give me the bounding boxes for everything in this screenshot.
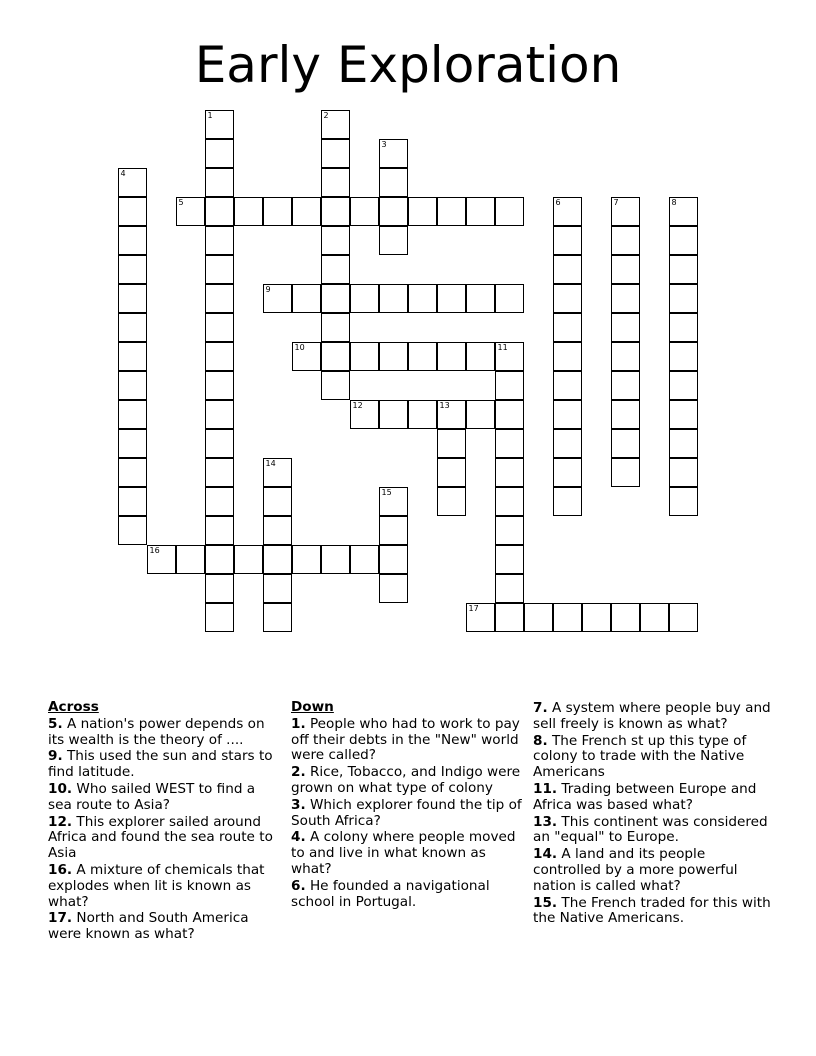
clue-down_continued-13: 13. This continent was considered an "equal" to Europe. — [533, 813, 768, 846]
grid-cell[interactable] — [495, 545, 524, 574]
cell-number: 8 — [671, 198, 677, 207]
grid-cell[interactable] — [611, 313, 640, 342]
grid-cell[interactable] — [379, 545, 408, 574]
grid-cell[interactable] — [147, 545, 176, 574]
cell-number: 10 — [294, 343, 305, 352]
grid-cell[interactable] — [669, 400, 698, 429]
grid-cell[interactable] — [379, 400, 408, 429]
grid-cell[interactable] — [611, 400, 640, 429]
grid-cell[interactable] — [669, 458, 698, 487]
grid-cell[interactable] — [495, 574, 524, 603]
clue-down-4: 4. A colony where people moved to and live in what known as what? — [291, 829, 516, 877]
grid-cell[interactable] — [205, 255, 234, 284]
cell-number: 16 — [149, 546, 160, 555]
grid-cell[interactable] — [321, 342, 350, 371]
cell-number: 15 — [381, 488, 392, 497]
puzzle-title: Early Exploration — [194, 36, 622, 94]
clue-across-16: 16. A mixture of chemicals that explodes when lit is known as what? — [48, 861, 265, 910]
clue-down-3: 3. Which explorer found the tip of South Africa? — [291, 796, 522, 829]
grid-cell[interactable] — [379, 168, 408, 197]
grid-cell[interactable] — [669, 342, 698, 371]
grid-cell[interactable] — [669, 255, 698, 284]
grid-cell[interactable] — [408, 400, 437, 429]
grid-cell[interactable] — [495, 284, 524, 313]
grid-cell[interactable] — [379, 139, 408, 168]
grid-cell[interactable] — [321, 545, 350, 574]
grid-cell[interactable] — [205, 342, 234, 371]
grid-cell[interactable] — [118, 255, 147, 284]
grid-cell[interactable] — [118, 168, 147, 197]
grid-cell[interactable] — [234, 197, 263, 226]
grid-cell[interactable] — [205, 458, 234, 487]
grid-cell[interactable] — [118, 342, 147, 371]
grid-cell[interactable] — [205, 139, 234, 168]
grid-cell[interactable] — [669, 313, 698, 342]
grid-cell[interactable] — [495, 603, 524, 632]
grid-cell[interactable] — [118, 487, 147, 516]
grid-cell[interactable] — [553, 603, 582, 632]
grid-cell[interactable] — [379, 226, 408, 255]
grid-cell[interactable] — [495, 342, 524, 371]
grid-cell[interactable] — [118, 284, 147, 313]
grid-cell[interactable] — [321, 255, 350, 284]
grid-cell[interactable] — [495, 516, 524, 545]
clue-down-6: 6. He founded a navigational school in Portugal. — [291, 877, 490, 910]
grid-cell[interactable] — [118, 516, 147, 545]
grid-cell[interactable] — [437, 487, 466, 516]
grid-cell[interactable] — [263, 545, 292, 574]
grid-cell[interactable] — [669, 371, 698, 400]
down-clue-list-continued — [533, 701, 773, 927]
grid-cell[interactable] — [437, 284, 466, 313]
grid-cell[interactable] — [263, 603, 292, 632]
grid-cell[interactable] — [408, 342, 437, 371]
cell-number: 13 — [439, 401, 450, 410]
clues-column-2 — [291, 700, 526, 910]
grid-cell[interactable] — [292, 545, 321, 574]
grid-cell[interactable] — [321, 110, 350, 139]
grid-cell[interactable] — [466, 342, 495, 371]
grid-cell[interactable] — [263, 284, 292, 313]
clue-across-5: 5. A nation's power depends on its wealth is the theory of .... — [48, 715, 265, 748]
clue-across-12: 12. This explorer sailed around Africa and found the sea route to Asia — [48, 813, 273, 862]
grid-cell[interactable] — [205, 487, 234, 516]
clue-down-2: 2. Rice, Tobacco, and Indigo were grown on what type of colony — [291, 764, 521, 796]
grid-cell[interactable] — [669, 429, 698, 458]
grid-cell[interactable] — [118, 429, 147, 458]
grid-cell[interactable] — [118, 226, 147, 255]
grid-cell[interactable] — [205, 197, 234, 226]
grid-cell[interactable] — [553, 429, 582, 458]
grid-cell[interactable] — [176, 545, 205, 574]
grid-cell[interactable] — [437, 342, 466, 371]
grid-cell[interactable] — [553, 255, 582, 284]
cell-number: 14 — [265, 459, 276, 468]
clue-down_continued-11: 11. Trading between Europe and Africa was based what? — [533, 780, 757, 813]
grid-cell[interactable] — [321, 226, 350, 255]
grid-cell[interactable] — [379, 516, 408, 545]
grid-cell[interactable] — [263, 458, 292, 487]
grid-cell[interactable] — [408, 284, 437, 313]
grid-cell[interactable] — [437, 400, 466, 429]
grid-cell[interactable] — [466, 284, 495, 313]
grid-cell[interactable] — [669, 487, 698, 516]
cell-number: 11 — [497, 343, 508, 352]
grid-cell[interactable] — [553, 284, 582, 313]
grid-cell[interactable] — [234, 545, 263, 574]
clues-column-1 — [48, 700, 283, 943]
grid-cell[interactable] — [437, 197, 466, 226]
grid-cell[interactable] — [437, 429, 466, 458]
across-heading: Across — [48, 699, 99, 715]
grid-cell[interactable] — [466, 400, 495, 429]
grid-cell[interactable] — [669, 197, 698, 226]
clues-column-3 — [533, 700, 773, 927]
grid-cell[interactable] — [495, 371, 524, 400]
grid-cell[interactable] — [437, 458, 466, 487]
clue-across-17: 17. North and South America were known as what? — [48, 910, 249, 943]
grid-cell[interactable] — [669, 603, 698, 632]
clue-down_continued-15: 15. The French traded for this with the Native Americans. — [533, 894, 771, 927]
clue-down_continued-8: 8. The French st up this type of colony to trade with the Native Americans — [533, 732, 747, 781]
grid-cell[interactable] — [611, 284, 640, 313]
cell-number: 4 — [120, 169, 126, 178]
grid-cell[interactable] — [263, 197, 292, 226]
grid-cell[interactable] — [205, 400, 234, 429]
grid-cell[interactable] — [611, 255, 640, 284]
cell-number: 5 — [178, 198, 184, 207]
grid-cell[interactable] — [553, 458, 582, 487]
grid-cell[interactable] — [379, 197, 408, 226]
grid-cell[interactable] — [611, 429, 640, 458]
cell-number: 7 — [613, 198, 619, 207]
grid-cell[interactable] — [669, 226, 698, 255]
grid-cell[interactable] — [263, 516, 292, 545]
grid-cell[interactable] — [553, 342, 582, 371]
clue-down-1: 1. People who had to work to pay off their debts in the "New" world were called? — [291, 715, 520, 764]
grid-cell[interactable] — [553, 197, 582, 226]
grid-cell[interactable] — [321, 371, 350, 400]
grid-cell[interactable] — [205, 313, 234, 342]
cell-number: 9 — [265, 285, 271, 294]
grid-cell[interactable] — [118, 458, 147, 487]
across-clue-list — [48, 717, 283, 943]
grid-cell[interactable] — [379, 574, 408, 603]
grid-cell[interactable] — [205, 516, 234, 545]
grid-cell[interactable] — [321, 284, 350, 313]
grid-cell[interactable] — [321, 197, 350, 226]
grid-cell[interactable] — [263, 574, 292, 603]
grid-cell[interactable] — [553, 371, 582, 400]
grid-cell[interactable] — [553, 226, 582, 255]
grid-cell[interactable] — [553, 400, 582, 429]
grid-cell[interactable] — [669, 284, 698, 313]
grid-cell[interactable] — [611, 603, 640, 632]
grid-cell[interactable] — [205, 226, 234, 255]
grid-cell[interactable] — [495, 458, 524, 487]
grid-cell[interactable] — [379, 284, 408, 313]
grid-cell[interactable] — [350, 400, 379, 429]
clue-across-10: 10. Who sailed WEST to find a sea route to Asia? — [48, 780, 256, 813]
down-heading: Down — [291, 699, 334, 715]
cell-number: 6 — [555, 198, 561, 207]
grid-cell[interactable] — [321, 168, 350, 197]
grid-cell[interactable] — [350, 197, 379, 226]
grid-cell[interactable] — [640, 603, 669, 632]
grid-cell[interactable] — [205, 168, 234, 197]
cell-number: 12 — [352, 401, 363, 410]
cell-number: 1 — [207, 111, 213, 120]
grid-cell[interactable] — [495, 487, 524, 516]
grid-cell[interactable] — [118, 400, 147, 429]
grid-cell[interactable] — [553, 313, 582, 342]
grid-cell[interactable] — [292, 342, 321, 371]
grid-cell[interactable] — [495, 400, 524, 429]
grid-cell[interactable] — [582, 603, 611, 632]
grid-cell[interactable] — [379, 487, 408, 516]
grid-cell[interactable] — [118, 197, 147, 226]
grid-cell[interactable] — [118, 313, 147, 342]
grid-cell[interactable] — [292, 284, 321, 313]
grid-cell[interactable] — [524, 603, 553, 632]
grid-cell[interactable] — [611, 371, 640, 400]
grid-cell[interactable] — [611, 226, 640, 255]
grid-cell[interactable] — [611, 458, 640, 487]
grid-cell[interactable] — [350, 545, 379, 574]
clue-across-9: 9. This used the sun and stars to find latitude. — [48, 748, 273, 781]
grid-cell[interactable] — [466, 603, 495, 632]
grid-cell[interactable] — [379, 342, 408, 371]
grid-cell[interactable] — [321, 313, 350, 342]
grid-cell[interactable] — [611, 197, 640, 226]
grid-cell[interactable] — [205, 429, 234, 458]
grid-cell[interactable] — [466, 197, 495, 226]
grid-cell[interactable] — [321, 139, 350, 168]
grid-cell[interactable] — [553, 487, 582, 516]
grid-cell[interactable] — [495, 429, 524, 458]
grid-cell[interactable] — [205, 110, 234, 139]
grid-cell[interactable] — [176, 197, 205, 226]
grid-cell[interactable] — [350, 284, 379, 313]
grid-cell[interactable] — [263, 487, 292, 516]
grid-cell[interactable] — [292, 197, 321, 226]
clue-down_continued-7: 7. A system where people buy and sell freely is known as what? — [533, 700, 771, 732]
grid-cell[interactable] — [350, 342, 379, 371]
cell-number: 2 — [323, 111, 329, 120]
clue-down_continued-14: 14. A land and its people controlled by a more powerful nation is called what? — [533, 846, 738, 894]
grid-cell[interactable] — [205, 574, 234, 603]
grid-cell[interactable] — [205, 603, 234, 632]
grid-cell[interactable] — [118, 371, 147, 400]
grid-cell[interactable] — [495, 197, 524, 226]
cell-number: 17 — [468, 604, 479, 613]
grid-cell[interactable] — [205, 284, 234, 313]
grid-cell[interactable] — [205, 545, 234, 574]
cell-number: 3 — [381, 140, 387, 149]
grid-cell[interactable] — [611, 342, 640, 371]
down-clue-list — [291, 717, 526, 911]
grid-cell[interactable] — [408, 197, 437, 226]
grid-cell[interactable] — [205, 371, 234, 400]
